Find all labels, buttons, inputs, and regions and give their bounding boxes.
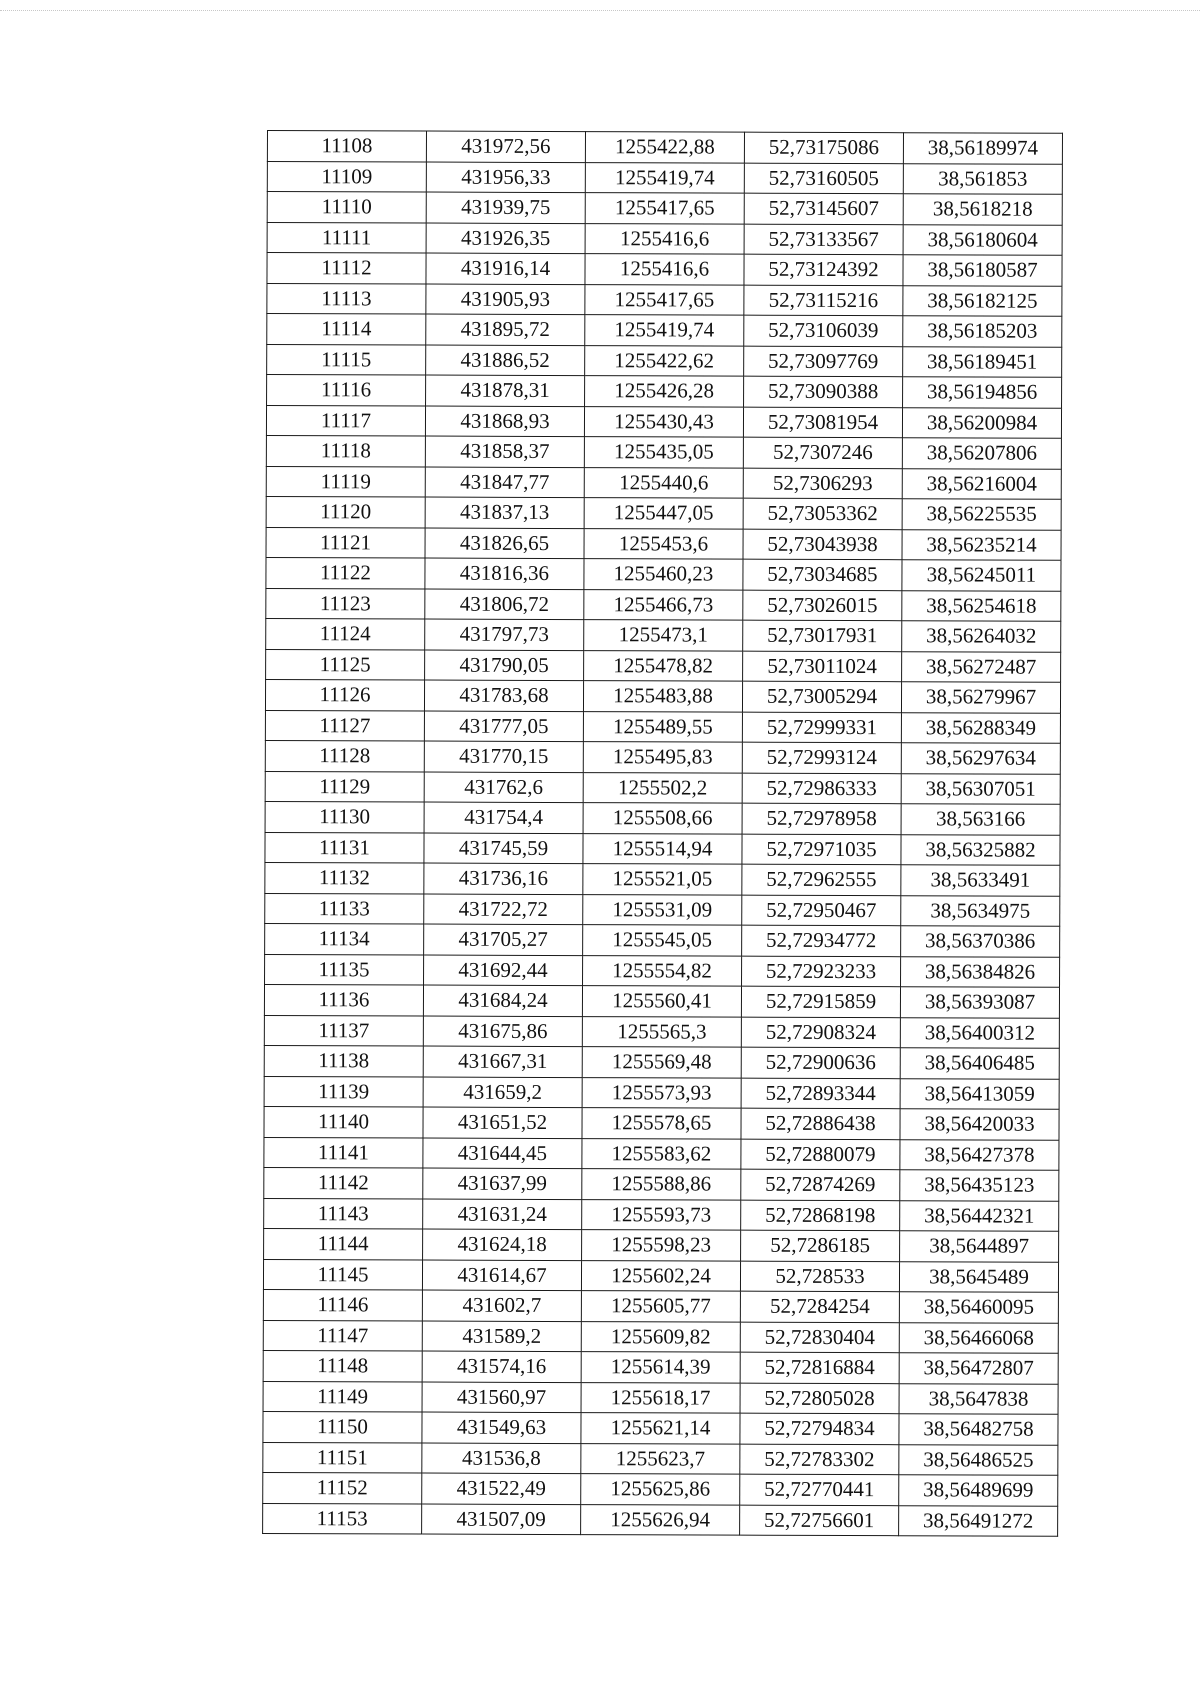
point-number-cell: 11120 [266,496,425,527]
point-number-cell: 11109 [267,161,426,192]
y-coordinate-cell: 1255417,65 [585,284,744,315]
y-coordinate-cell: 1255614,39 [581,1352,740,1383]
x-coordinate-cell: 431692,44 [424,955,583,986]
table-row [266,649,1061,682]
point-number-cell: 11124 [266,618,425,649]
x-coordinate-cell: 431858,37 [425,436,584,467]
table-row [265,893,1060,926]
longitude-cell: 38,56325882 [901,834,1060,865]
x-coordinate-cell: 431549,63 [422,1412,581,1443]
latitude-cell: 52,7306293 [743,468,902,499]
table-row [267,314,1062,347]
x-coordinate-cell: 431614,67 [422,1260,581,1291]
y-coordinate-cell: 1255593,73 [582,1199,741,1230]
longitude-cell: 38,56413059 [900,1078,1059,1109]
point-number-cell: 11147 [263,1320,422,1351]
point-number-cell: 11113 [267,283,426,314]
longitude-cell: 38,56182125 [903,285,1062,316]
longitude-cell: 38,56297634 [901,743,1060,774]
y-coordinate-cell: 1255502,2 [583,772,742,803]
table-row [267,344,1062,377]
table-row [265,954,1060,987]
point-number-cell: 11114 [267,314,426,345]
longitude-cell: 38,56225535 [902,499,1061,530]
point-number-cell: 11121 [266,527,425,558]
longitude-cell: 38,56264032 [902,621,1061,652]
y-coordinate-cell: 1255609,82 [581,1321,740,1352]
table-row [267,253,1062,286]
y-coordinate-cell: 1255625,86 [581,1474,740,1505]
x-coordinate-cell: 431651,52 [423,1107,582,1138]
latitude-cell: 52,7286185 [741,1230,900,1261]
point-number-cell: 11122 [266,557,425,588]
table-row [267,375,1062,408]
latitude-cell: 52,73043938 [743,529,902,560]
x-coordinate-cell: 431675,86 [423,1016,582,1047]
point-number-cell: 11127 [265,710,424,741]
y-coordinate-cell: 1255416,6 [585,223,744,254]
latitude-cell: 52,72950467 [742,895,901,926]
latitude-cell: 52,73034685 [743,559,902,590]
table-row [264,1167,1059,1200]
point-number-cell: 11144 [264,1228,423,1259]
x-coordinate-cell: 431736,16 [424,863,583,894]
table-row [265,801,1060,834]
x-coordinate-cell: 431806,72 [425,589,584,620]
table-row [265,740,1060,773]
point-number-cell: 11151 [263,1442,422,1473]
table-row [265,862,1060,895]
latitude-cell: 52,72900636 [741,1047,900,1078]
y-coordinate-cell: 1255531,09 [583,894,742,925]
x-coordinate-cell: 431684,24 [423,985,582,1016]
latitude-cell: 52,72999331 [742,712,901,743]
x-coordinate-cell: 431886,52 [426,345,585,376]
point-number-cell: 11152 [263,1472,422,1503]
table-row [265,679,1060,712]
point-number-cell: 11111 [267,222,426,253]
point-number-cell: 11146 [263,1289,422,1320]
point-number-cell: 11130 [265,801,424,832]
point-number-cell: 11140 [264,1106,423,1137]
latitude-cell: 52,72874269 [741,1169,900,1200]
latitude-cell: 52,72770441 [740,1474,899,1505]
longitude-cell: 38,5633491 [901,865,1060,896]
x-coordinate-cell: 431770,15 [424,741,583,772]
y-coordinate-cell: 1255426,28 [585,376,744,407]
x-coordinate-cell: 431762,6 [424,772,583,803]
longitude-cell: 38,56189974 [903,133,1062,164]
y-coordinate-cell: 1255416,6 [585,254,744,285]
longitude-cell: 38,56486525 [899,1444,1058,1475]
point-number-cell: 11123 [266,588,425,619]
y-coordinate-cell: 1255419,74 [585,162,744,193]
longitude-cell: 38,5634975 [901,895,1060,926]
y-coordinate-cell: 1255545,05 [583,925,742,956]
x-coordinate-cell: 431705,27 [424,924,583,955]
table-row [265,832,1060,865]
x-coordinate-cell: 431574,16 [422,1351,581,1382]
latitude-cell: 52,73160505 [744,163,903,194]
table-row [264,984,1059,1017]
y-coordinate-cell: 1255554,82 [583,955,742,986]
x-coordinate-cell: 431878,31 [426,375,585,406]
table-row [264,1015,1059,1048]
latitude-cell: 52,72756601 [740,1505,899,1536]
longitude-cell: 38,5644897 [900,1231,1059,1262]
latitude-cell: 52,73175086 [744,132,903,163]
longitude-cell: 38,56288349 [901,712,1060,743]
point-number-cell: 11119 [266,466,425,497]
table-row [264,1076,1059,1109]
point-number-cell: 11139 [264,1076,423,1107]
y-coordinate-cell: 1255560,41 [582,986,741,1017]
y-coordinate-cell: 1255583,62 [582,1138,741,1169]
longitude-cell: 38,56194856 [903,377,1062,408]
y-coordinate-cell: 1255417,65 [585,193,744,224]
latitude-cell: 52,73115216 [744,285,903,316]
latitude-cell: 52,72923233 [742,956,901,987]
y-coordinate-cell: 1255430,43 [584,406,743,437]
point-number-cell: 11129 [265,771,424,802]
longitude-cell: 38,56180604 [903,224,1062,255]
latitude-cell: 52,72915859 [741,986,900,1017]
x-coordinate-cell: 431536,8 [422,1443,581,1474]
y-coordinate-cell: 1255578,65 [582,1108,741,1139]
latitude-cell: 52,73145607 [744,193,903,224]
coordinates-table-body [263,131,1063,1537]
x-coordinate-cell: 431956,33 [426,162,585,193]
longitude-cell: 38,56200984 [902,407,1061,438]
latitude-cell: 52,73081954 [743,407,902,438]
longitude-cell: 38,56472807 [899,1353,1058,1384]
table-row [264,1198,1059,1231]
longitude-cell: 38,56427378 [900,1139,1059,1170]
y-coordinate-cell: 1255514,94 [583,833,742,864]
y-coordinate-cell: 1255473,1 [584,620,743,651]
table-row [265,923,1060,956]
x-coordinate-cell: 431972,56 [426,131,585,162]
y-coordinate-cell: 1255626,94 [581,1504,740,1535]
x-coordinate-cell: 431926,35 [426,223,585,254]
point-number-cell: 11108 [267,131,426,162]
x-coordinate-cell: 431637,99 [423,1168,582,1199]
table-row [266,496,1061,529]
point-number-cell: 11149 [263,1381,422,1412]
point-number-cell: 11138 [264,1045,423,1076]
x-coordinate-cell: 431797,73 [425,619,584,650]
point-number-cell: 11115 [267,344,426,375]
x-coordinate-cell: 431644,45 [423,1138,582,1169]
y-coordinate-cell: 1255447,05 [584,498,743,529]
table-row [267,222,1062,255]
longitude-cell: 38,56384826 [901,956,1060,987]
latitude-cell: 52,72880079 [741,1139,900,1170]
table-row [264,1228,1059,1261]
longitude-cell: 38,56207806 [902,438,1061,469]
latitude-cell: 52,7284254 [740,1291,899,1322]
point-number-cell: 11116 [267,375,426,406]
table-row [263,1259,1058,1292]
latitude-cell: 52,73124392 [744,254,903,285]
x-coordinate-cell: 431589,2 [422,1321,581,1352]
y-coordinate-cell: 1255489,55 [583,711,742,742]
x-coordinate-cell: 431916,14 [426,253,585,284]
table-row [266,527,1061,560]
longitude-cell: 38,56279967 [901,682,1060,713]
y-coordinate-cell: 1255422,62 [585,345,744,376]
y-coordinate-cell: 1255588,86 [582,1169,741,1200]
scan-edge-line [0,10,1200,11]
x-coordinate-cell: 431816,36 [425,558,584,589]
longitude-cell: 38,56489699 [899,1475,1058,1506]
latitude-cell: 52,72986333 [742,773,901,804]
y-coordinate-cell: 1255508,66 [583,803,742,834]
longitude-cell: 38,563166 [901,804,1060,835]
x-coordinate-cell: 431868,93 [425,406,584,437]
point-number-cell: 11135 [265,954,424,985]
latitude-cell: 52,72816884 [740,1352,899,1383]
latitude-cell: 52,72978958 [742,803,901,834]
table-row [264,1045,1059,1078]
x-coordinate-cell: 431659,2 [423,1077,582,1108]
latitude-cell: 52,72993124 [742,742,901,773]
table-row [263,1289,1058,1322]
y-coordinate-cell: 1255495,83 [583,742,742,773]
y-coordinate-cell: 1255483,88 [583,681,742,712]
table-row [264,1137,1059,1170]
table-row [266,405,1061,438]
y-coordinate-cell: 1255605,77 [581,1291,740,1322]
x-coordinate-cell: 431783,68 [424,680,583,711]
longitude-cell: 38,56466068 [899,1322,1058,1353]
longitude-cell: 38,56442321 [900,1200,1059,1231]
longitude-cell: 38,56235214 [902,529,1061,560]
y-coordinate-cell: 1255478,82 [584,650,743,681]
table-row [263,1350,1058,1383]
x-coordinate-cell: 431754,4 [424,802,583,833]
y-coordinate-cell: 1255621,14 [581,1413,740,1444]
x-coordinate-cell: 431745,59 [424,833,583,864]
point-number-cell: 11145 [263,1259,422,1290]
latitude-cell: 52,72962555 [742,864,901,895]
point-number-cell: 11131 [265,832,424,863]
table-row [263,1381,1058,1414]
x-coordinate-cell: 431667,31 [423,1046,582,1077]
table-row [267,192,1062,225]
latitude-cell: 52,73053362 [743,498,902,529]
point-number-cell: 11137 [264,1015,423,1046]
table-row [264,1106,1059,1139]
x-coordinate-cell: 431722,72 [424,894,583,925]
table-row [266,435,1061,468]
latitude-cell: 52,72830404 [740,1322,899,1353]
x-coordinate-cell: 431602,7 [422,1290,581,1321]
y-coordinate-cell: 1255466,73 [584,589,743,620]
table-row [263,1411,1058,1444]
point-number-cell: 11153 [263,1503,422,1534]
longitude-cell: 38,56491272 [899,1505,1058,1536]
latitude-cell: 52,72805028 [740,1383,899,1414]
longitude-cell: 38,5647838 [899,1383,1058,1414]
y-coordinate-cell: 1255435,05 [584,437,743,468]
y-coordinate-cell: 1255460,23 [584,559,743,590]
point-number-cell: 11141 [264,1137,423,1168]
longitude-cell: 38,56272487 [902,651,1061,682]
latitude-cell: 52,73005294 [742,681,901,712]
coordinates-table [262,130,1063,1537]
point-number-cell: 11112 [267,253,426,284]
table-row [263,1503,1058,1536]
y-coordinate-cell: 1255618,17 [581,1382,740,1413]
longitude-cell: 38,56245011 [902,560,1061,591]
table-row [263,1472,1058,1505]
y-coordinate-cell: 1255521,05 [583,864,742,895]
x-coordinate-cell: 431507,09 [422,1504,581,1535]
x-coordinate-cell: 431790,05 [425,650,584,681]
point-number-cell: 11136 [264,984,423,1015]
x-coordinate-cell: 431939,75 [426,192,585,223]
latitude-cell: 52,72971035 [742,834,901,865]
longitude-cell: 38,56460095 [899,1292,1058,1323]
latitude-cell: 52,73090388 [744,376,903,407]
point-number-cell: 11132 [265,862,424,893]
point-number-cell: 11125 [266,649,425,680]
longitude-cell: 38,56393087 [900,987,1059,1018]
y-coordinate-cell: 1255602,24 [581,1260,740,1291]
longitude-cell: 38,56216004 [902,468,1061,499]
table-row [267,161,1062,194]
x-coordinate-cell: 431847,77 [425,467,584,498]
point-number-cell: 11143 [264,1198,423,1229]
table-row [267,283,1062,316]
y-coordinate-cell: 1255419,74 [585,315,744,346]
longitude-cell: 38,56185203 [903,316,1062,347]
y-coordinate-cell: 1255565,3 [582,1016,741,1047]
latitude-cell: 52,728533 [740,1261,899,1292]
point-number-cell: 11148 [263,1350,422,1381]
point-number-cell: 11118 [266,435,425,466]
table-row [267,131,1062,164]
table-row [265,771,1060,804]
x-coordinate-cell: 431560,97 [422,1382,581,1413]
latitude-cell: 52,73106039 [744,315,903,346]
table-row [263,1320,1058,1353]
latitude-cell: 52,72893344 [741,1078,900,1109]
longitude-cell: 38,56189451 [903,346,1062,377]
table-row [266,557,1061,590]
latitude-cell: 52,73011024 [743,651,902,682]
latitude-cell: 52,72868198 [741,1200,900,1231]
point-number-cell: 11142 [264,1167,423,1198]
latitude-cell: 52,7307246 [743,437,902,468]
point-number-cell: 11134 [265,923,424,954]
latitude-cell: 52,73017931 [743,620,902,651]
x-coordinate-cell: 431624,18 [423,1229,582,1260]
point-number-cell: 11110 [267,192,426,223]
x-coordinate-cell: 431522,49 [422,1473,581,1504]
point-number-cell: 11150 [263,1411,422,1442]
table-row [265,710,1060,743]
y-coordinate-cell: 1255573,93 [582,1077,741,1108]
y-coordinate-cell: 1255569,48 [582,1047,741,1078]
longitude-cell: 38,56180587 [903,255,1062,286]
longitude-cell: 38,56254618 [902,590,1061,621]
y-coordinate-cell: 1255598,23 [582,1230,741,1261]
latitude-cell: 52,73097769 [744,346,903,377]
y-coordinate-cell: 1255453,6 [584,528,743,559]
y-coordinate-cell: 1255422,88 [585,132,744,163]
longitude-cell: 38,561853 [903,163,1062,194]
latitude-cell: 52,73026015 [743,590,902,621]
table-row [266,588,1061,621]
longitude-cell: 38,56435123 [900,1170,1059,1201]
longitude-cell: 38,5645489 [899,1261,1058,1292]
point-number-cell: 11133 [265,893,424,924]
table-row [266,466,1061,499]
y-coordinate-cell: 1255440,6 [584,467,743,498]
latitude-cell: 52,72908324 [741,1017,900,1048]
latitude-cell: 52,72886438 [741,1108,900,1139]
longitude-cell: 38,56370386 [901,926,1060,957]
latitude-cell: 52,72934772 [742,925,901,956]
latitude-cell: 52,73133567 [744,224,903,255]
y-coordinate-cell: 1255623,7 [581,1443,740,1474]
latitude-cell: 52,72783302 [740,1444,899,1475]
longitude-cell: 38,56307051 [901,773,1060,804]
x-coordinate-cell: 431631,24 [423,1199,582,1230]
table-row [266,618,1061,651]
x-coordinate-cell: 431895,72 [426,314,585,345]
point-number-cell: 11117 [266,405,425,436]
point-number-cell: 11126 [265,679,424,710]
longitude-cell: 38,5618218 [903,194,1062,225]
longitude-cell: 38,56400312 [900,1017,1059,1048]
x-coordinate-cell: 431905,93 [426,284,585,315]
x-coordinate-cell: 431837,13 [425,497,584,528]
longitude-cell: 38,56420033 [900,1109,1059,1140]
longitude-cell: 38,56482758 [899,1414,1058,1445]
longitude-cell: 38,56406485 [900,1048,1059,1079]
point-number-cell: 11128 [265,740,424,771]
x-coordinate-cell: 431826,65 [425,528,584,559]
latitude-cell: 52,72794834 [740,1413,899,1444]
table-row [263,1442,1058,1475]
x-coordinate-cell: 431777,05 [424,711,583,742]
